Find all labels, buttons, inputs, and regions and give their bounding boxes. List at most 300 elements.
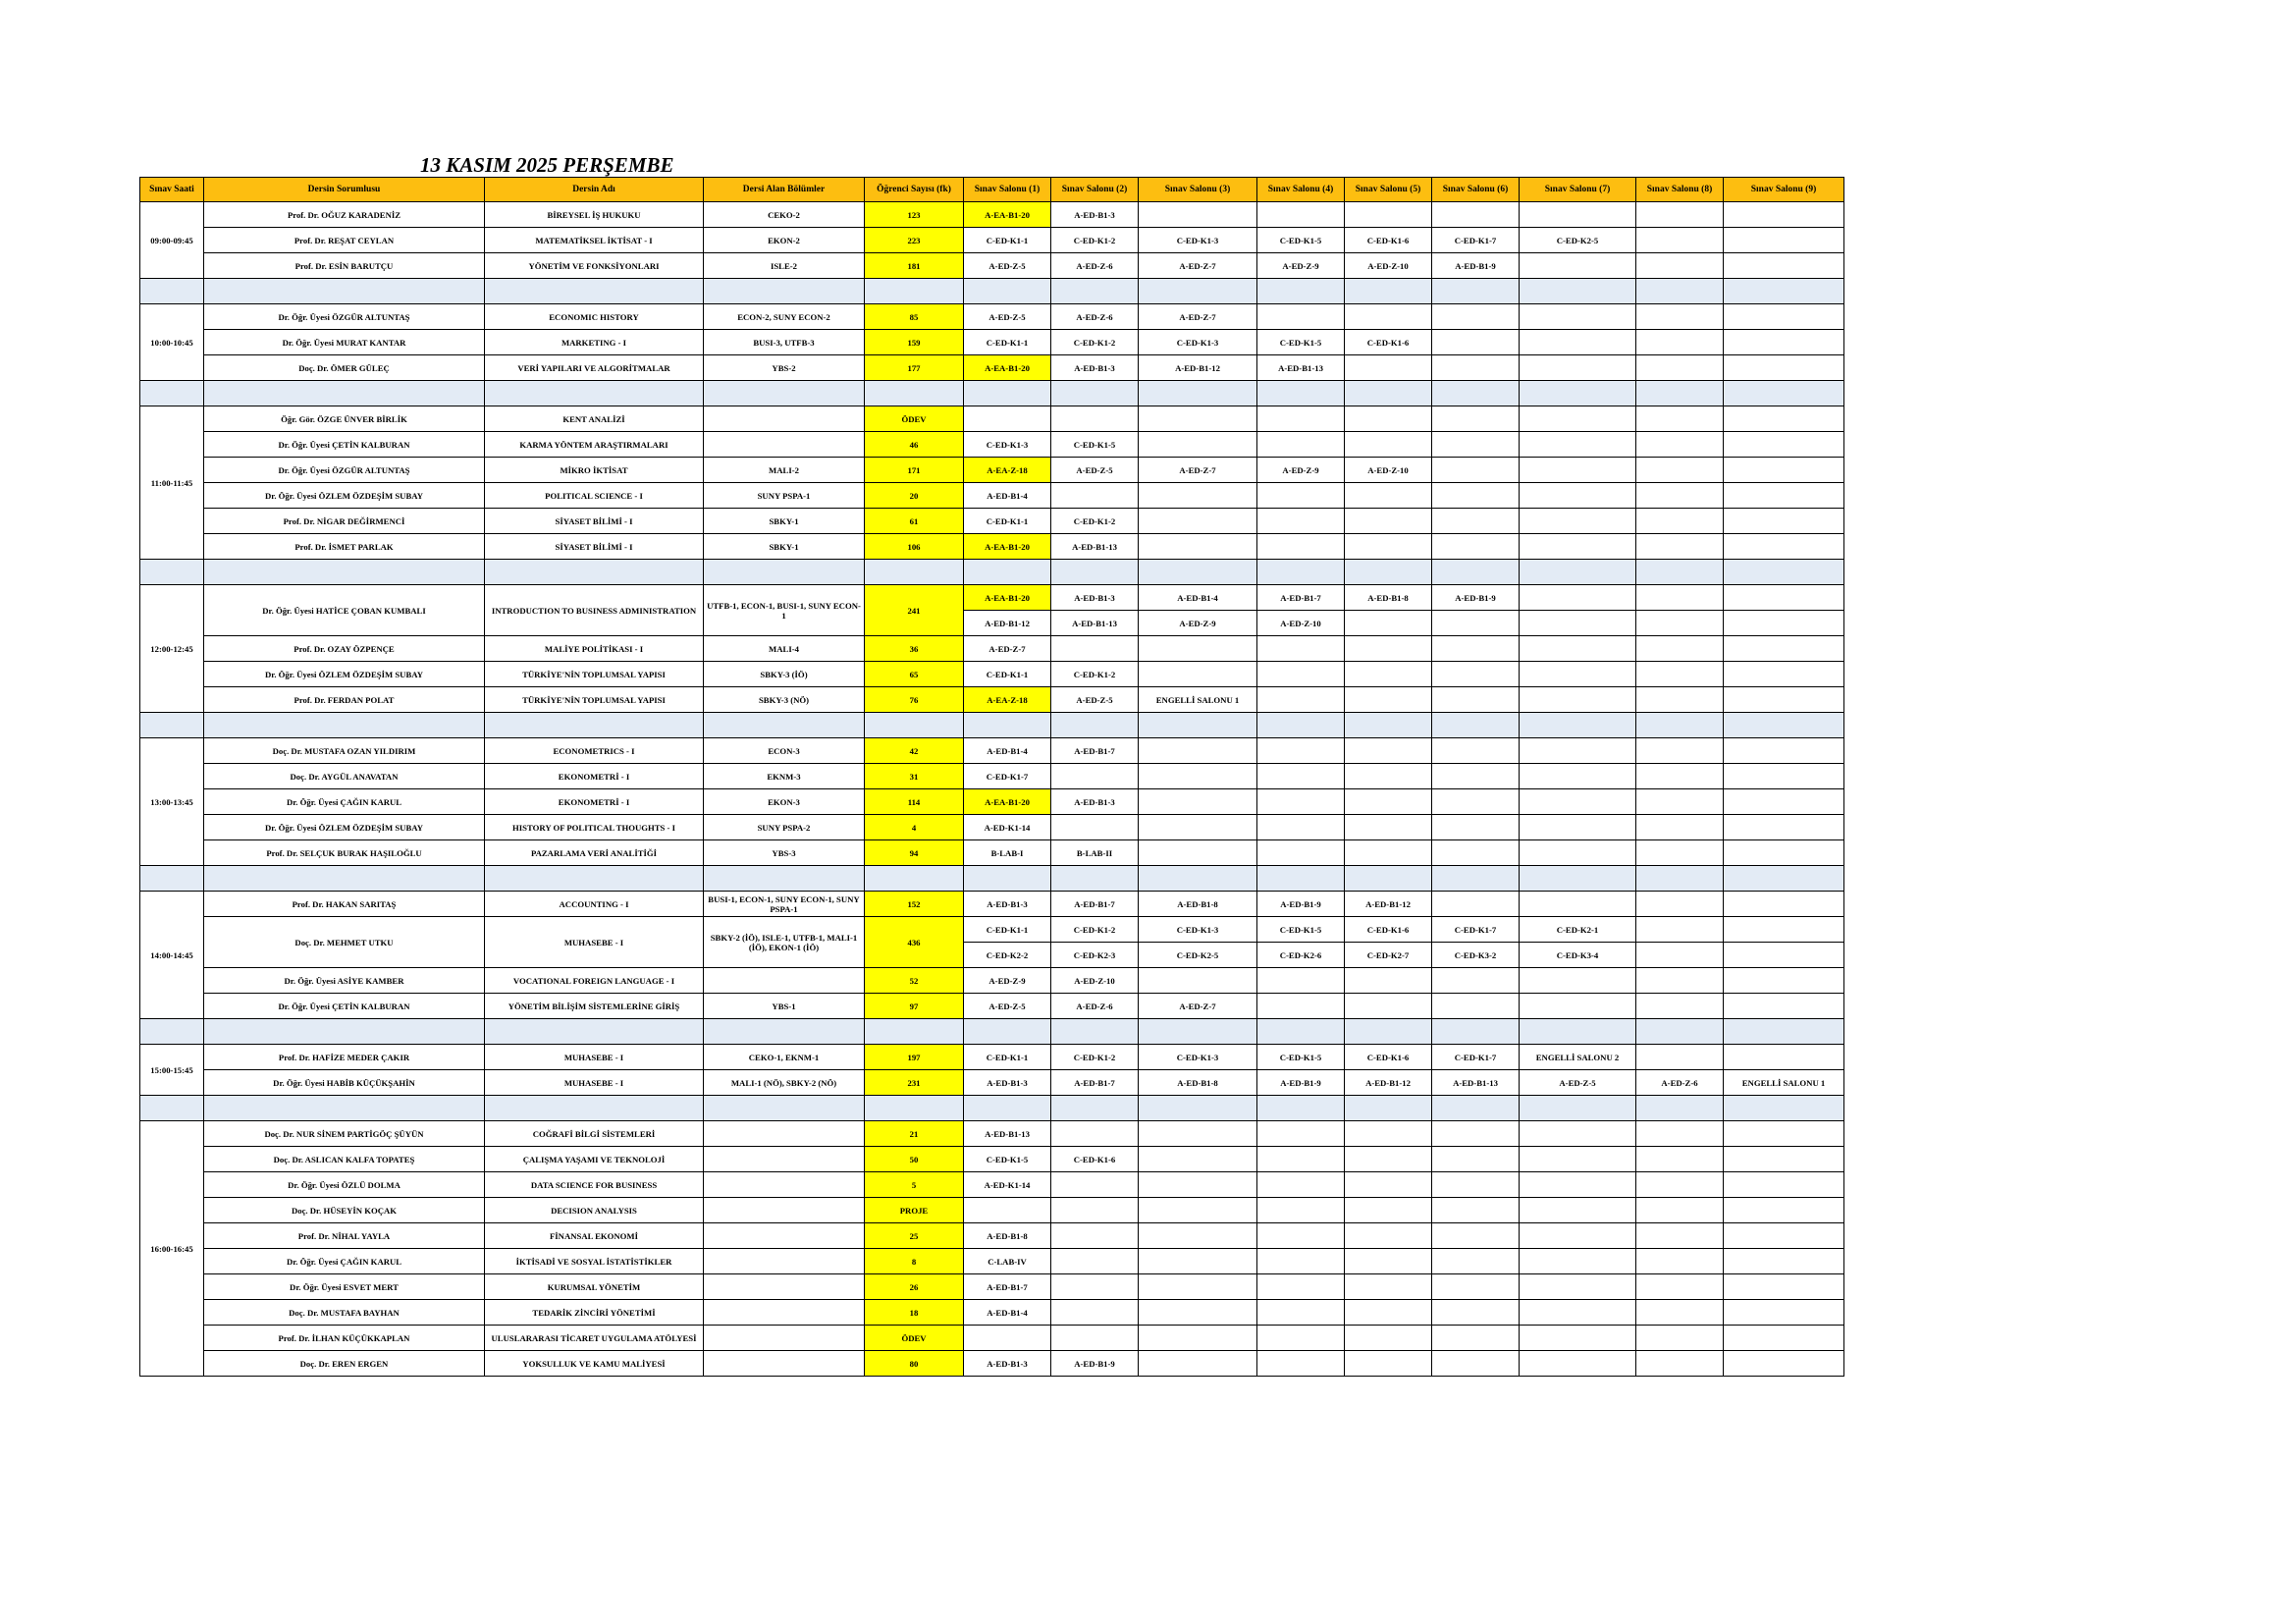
- separator-cell: [704, 560, 865, 585]
- exam-room-cell: C-ED-K1-7: [964, 764, 1051, 789]
- exam-room-cell: [1520, 687, 1636, 713]
- departments-cell: BUSI-3, UTFB-3: [704, 330, 865, 355]
- course-name-cell: MALİYE POLİTİKASI - I: [485, 636, 704, 662]
- exam-room-cell: [964, 406, 1051, 432]
- departments-cell: SBKY-1: [704, 509, 865, 534]
- exam-room-cell: [1520, 968, 1636, 994]
- separator-cell: [1636, 560, 1724, 585]
- student-count-cell: 46: [865, 432, 964, 458]
- header-cell: Sınav Salonu (3): [1139, 178, 1257, 202]
- separator-cell: [1139, 1096, 1257, 1121]
- separator-cell: [865, 1019, 964, 1045]
- exam-room-cell: [1345, 1274, 1432, 1300]
- exam-room-cell: C-ED-K1-7: [1432, 228, 1520, 253]
- student-count-cell: 61: [865, 509, 964, 534]
- separator-row: [140, 560, 1844, 585]
- separator-cell: [704, 279, 865, 304]
- exam-room-cell: [1636, 1249, 1724, 1274]
- exam-room-cell: [1636, 1147, 1724, 1172]
- separator-cell: [1432, 1096, 1520, 1121]
- separator-cell: [865, 713, 964, 738]
- exam-room-cell: C-ED-K3-4: [1520, 943, 1636, 968]
- course-name-cell: ACCOUNTING - I: [485, 892, 704, 917]
- exam-room-cell: C-ED-K1-1: [964, 662, 1051, 687]
- student-count-cell: 436: [865, 917, 964, 968]
- exam-room-cell: A-ED-B1-12: [1345, 892, 1432, 917]
- table-row: [140, 202, 1844, 228]
- exam-room-cell: [1724, 330, 1844, 355]
- course-name-cell: KARMA YÖNTEM ARAŞTIRMALARI: [485, 432, 704, 458]
- exam-room-cell: [1345, 611, 1432, 636]
- table-row: [140, 534, 1844, 560]
- exam-room-cell: C-ED-K2-1: [1520, 917, 1636, 943]
- separator-cell: [1724, 713, 1844, 738]
- exam-time-cell: 15:00-15:45: [140, 1045, 204, 1096]
- instructor-cell: Prof. Dr. REŞAT CEYLAN: [204, 228, 485, 253]
- student-count-cell: 97: [865, 994, 964, 1019]
- exam-room-cell: A-ED-Z-10: [1345, 253, 1432, 279]
- exam-room-cell: [964, 1326, 1051, 1351]
- header-cell: Sınav Salonu (8): [1636, 178, 1724, 202]
- separator-cell: [1520, 381, 1636, 406]
- exam-room-cell: C-ED-K1-6: [1051, 1147, 1139, 1172]
- exam-room-cell: [1257, 662, 1345, 687]
- exam-room-cell: A-ED-Z-5: [964, 994, 1051, 1019]
- exam-schedule-table: [139, 177, 1844, 1377]
- exam-room-cell: [1139, 968, 1257, 994]
- header-cell: Sınav Salonu (9): [1724, 178, 1844, 202]
- exam-room-cell: [1345, 968, 1432, 994]
- exam-room-cell: [1257, 1147, 1345, 1172]
- course-name-cell: VOCATIONAL FOREIGN LANGUAGE - I: [485, 968, 704, 994]
- exam-room-cell: C-ED-K1-5: [964, 1147, 1051, 1172]
- exam-room-cell: C-ED-K1-7: [1432, 917, 1520, 943]
- instructor-cell: Dr. Öğr. Üyesi HATİCE ÇOBAN KUMBALI: [204, 585, 485, 636]
- departments-cell: [704, 1274, 865, 1300]
- exam-room-cell: [1139, 789, 1257, 815]
- exam-room-cell: [1636, 1223, 1724, 1249]
- separator-row: [140, 279, 1844, 304]
- exam-room-cell: A-EA-B1-20: [964, 789, 1051, 815]
- exam-room-cell: [1345, 1147, 1432, 1172]
- exam-room-cell: A-ED-Z-7: [1139, 458, 1257, 483]
- instructor-cell: Dr. Öğr. Üyesi HABİB KÜÇÜKŞAHİN: [204, 1070, 485, 1096]
- course-name-cell: MİKRO İKTİSAT: [485, 458, 704, 483]
- exam-room-cell: [1432, 1274, 1520, 1300]
- student-count-cell: 4: [865, 815, 964, 840]
- table-row: [140, 917, 1844, 943]
- exam-room-cell: [1139, 1351, 1257, 1377]
- course-name-cell: DATA SCIENCE FOR BUSINESS: [485, 1172, 704, 1198]
- separator-cell: [1724, 279, 1844, 304]
- separator-row: [140, 381, 1844, 406]
- exam-room-cell: [1520, 509, 1636, 534]
- exam-room-cell: [1520, 483, 1636, 509]
- separator-cell: [1139, 279, 1257, 304]
- separator-cell: [1051, 1019, 1139, 1045]
- exam-room-cell: [1432, 1300, 1520, 1326]
- instructor-cell: Dr. Öğr. Üyesi ÖZLEM ÖZDEŞİM SUBAY: [204, 815, 485, 840]
- exam-room-cell: [1345, 432, 1432, 458]
- exam-room-cell: [1724, 585, 1844, 611]
- separator-cell: [1636, 866, 1724, 892]
- instructor-cell: Prof. Dr. FERDAN POLAT: [204, 687, 485, 713]
- separator-row: [140, 1019, 1844, 1045]
- separator-cell: [1051, 713, 1139, 738]
- separator-cell: [1139, 381, 1257, 406]
- exam-room-cell: [1636, 840, 1724, 866]
- course-name-cell: MARKETING - I: [485, 330, 704, 355]
- exam-room-cell: C-ED-K1-2: [1051, 1045, 1139, 1070]
- exam-room-cell: [1432, 534, 1520, 560]
- exam-room-cell: [1051, 1300, 1139, 1326]
- exam-room-cell: A-ED-K1-14: [964, 1172, 1051, 1198]
- exam-room-cell: [1139, 202, 1257, 228]
- exam-room-cell: [1520, 304, 1636, 330]
- header-cell: Öğrenci Sayısı (fk): [865, 178, 964, 202]
- separator-cell: [1345, 1019, 1432, 1045]
- exam-room-cell: [1636, 636, 1724, 662]
- separator-cell: [1432, 560, 1520, 585]
- exam-room-cell: [1724, 611, 1844, 636]
- departments-cell: [704, 1351, 865, 1377]
- separator-cell: [485, 1019, 704, 1045]
- separator-cell: [964, 279, 1051, 304]
- course-name-cell: PAZARLAMA VERİ ANALİTİĞİ: [485, 840, 704, 866]
- table-row: [140, 1172, 1844, 1198]
- separator-cell: [1432, 279, 1520, 304]
- exam-room-cell: [1432, 432, 1520, 458]
- exam-room-cell: [1345, 662, 1432, 687]
- exam-room-cell: [1636, 483, 1724, 509]
- exam-room-cell: ENGELLİ SALONU 1: [1139, 687, 1257, 713]
- departments-cell: YBS-2: [704, 355, 865, 381]
- instructor-cell: Doç. Dr. AYGÜL ANAVATAN: [204, 764, 485, 789]
- schedule-body: [140, 202, 1844, 1377]
- student-count-cell: 5: [865, 1172, 964, 1198]
- exam-room-cell: [1432, 840, 1520, 866]
- departments-cell: YBS-3: [704, 840, 865, 866]
- exam-room-cell: [1139, 1172, 1257, 1198]
- departments-cell: SBKY-1: [704, 534, 865, 560]
- separator-cell: [865, 1096, 964, 1121]
- exam-room-cell: [1724, 815, 1844, 840]
- exam-room-cell: [1636, 355, 1724, 381]
- separator-cell: [1520, 560, 1636, 585]
- separator-cell: [1139, 560, 1257, 585]
- student-count-cell: 18: [865, 1300, 964, 1326]
- exam-room-cell: [1257, 1326, 1345, 1351]
- exam-room-cell: [1636, 1300, 1724, 1326]
- separator-cell: [964, 560, 1051, 585]
- separator-cell: [1139, 1019, 1257, 1045]
- exam-room-cell: [1345, 1300, 1432, 1326]
- course-name-cell: TÜRKİYE'NİN TOPLUMSAL YAPISI: [485, 687, 704, 713]
- exam-room-cell: [1636, 1351, 1724, 1377]
- exam-room-cell: A-ED-Z-7: [1139, 994, 1257, 1019]
- separator-cell: [140, 279, 204, 304]
- header-row: [140, 178, 1844, 202]
- exam-room-cell: [1257, 483, 1345, 509]
- exam-room-cell: A-EA-Z-18: [964, 458, 1051, 483]
- student-count-cell: 231: [865, 1070, 964, 1096]
- table-row: [140, 432, 1844, 458]
- exam-room-cell: [1345, 202, 1432, 228]
- exam-room-cell: [1724, 202, 1844, 228]
- instructor-cell: Dr. Öğr. Üyesi ESVET MERT: [204, 1274, 485, 1300]
- exam-room-cell: C-ED-K1-3: [1139, 917, 1257, 943]
- course-name-cell: TÜRKİYE'NİN TOPLUMSAL YAPISI: [485, 662, 704, 687]
- departments-cell: ECON-3: [704, 738, 865, 764]
- separator-cell: [1520, 279, 1636, 304]
- exam-room-cell: [1636, 534, 1724, 560]
- course-name-cell: HISTORY OF POLITICAL THOUGHTS - I: [485, 815, 704, 840]
- departments-cell: MALI-2: [704, 458, 865, 483]
- exam-room-cell: A-ED-Z-5: [1520, 1070, 1636, 1096]
- separator-cell: [1345, 560, 1432, 585]
- exam-room-cell: [1345, 1351, 1432, 1377]
- exam-room-cell: A-ED-Z-10: [1345, 458, 1432, 483]
- table-row: [140, 304, 1844, 330]
- instructor-cell: Öğr. Gör. ÖZGE ÜNVER BİRLİK: [204, 406, 485, 432]
- exam-room-cell: A-ED-B1-8: [1139, 892, 1257, 917]
- exam-room-cell: [1520, 458, 1636, 483]
- table-row: [140, 228, 1844, 253]
- course-name-cell: POLITICAL SCIENCE - I: [485, 483, 704, 509]
- exam-room-cell: [1724, 483, 1844, 509]
- exam-room-cell: C-ED-K1-6: [1345, 330, 1432, 355]
- exam-room-cell: [1724, 1121, 1844, 1147]
- exam-room-cell: [1432, 509, 1520, 534]
- header-cell: Sınav Salonu (4): [1257, 178, 1345, 202]
- exam-room-cell: [1520, 534, 1636, 560]
- exam-room-cell: A-ED-B1-12: [1139, 355, 1257, 381]
- separator-cell: [204, 1096, 485, 1121]
- exam-room-cell: C-ED-K3-2: [1432, 943, 1520, 968]
- exam-room-cell: C-ED-K1-2: [1051, 917, 1139, 943]
- course-name-cell: SİYASET BİLİMİ - I: [485, 534, 704, 560]
- exam-room-cell: [1636, 509, 1724, 534]
- instructor-cell: Prof. Dr. OZAY ÖZPENÇE: [204, 636, 485, 662]
- exam-room-cell: A-ED-B1-12: [964, 611, 1051, 636]
- exam-room-cell: [1345, 304, 1432, 330]
- exam-room-cell: [1345, 789, 1432, 815]
- exam-room-cell: A-ED-B1-13: [1257, 355, 1345, 381]
- exam-room-cell: [1139, 483, 1257, 509]
- exam-room-cell: A-ED-B1-7: [1257, 585, 1345, 611]
- table-row: [140, 636, 1844, 662]
- student-count-cell: 31: [865, 764, 964, 789]
- departments-cell: SUNY PSPA-2: [704, 815, 865, 840]
- separator-cell: [704, 713, 865, 738]
- separator-cell: [964, 866, 1051, 892]
- exam-room-cell: C-ED-K2-3: [1051, 943, 1139, 968]
- exam-room-cell: [1051, 1198, 1139, 1223]
- separator-cell: [204, 560, 485, 585]
- table-row: [140, 1300, 1844, 1326]
- exam-room-cell: [1051, 815, 1139, 840]
- exam-room-cell: A-ED-B1-4: [1139, 585, 1257, 611]
- instructor-cell: Dr. Öğr. Üyesi ÇAĞIN KARUL: [204, 789, 485, 815]
- exam-room-cell: A-ED-B1-7: [964, 1274, 1051, 1300]
- exam-room-cell: C-ED-K1-3: [1139, 228, 1257, 253]
- exam-room-cell: A-ED-B1-9: [1051, 1351, 1139, 1377]
- exam-room-cell: [1724, 892, 1844, 917]
- exam-room-cell: [1520, 1326, 1636, 1351]
- exam-room-cell: [1636, 1198, 1724, 1223]
- exam-room-cell: [1432, 1223, 1520, 1249]
- header-cell: Sınav Salonu (1): [964, 178, 1051, 202]
- exam-room-cell: C-ED-K2-5: [1520, 228, 1636, 253]
- exam-room-cell: [1636, 304, 1724, 330]
- exam-room-cell: C-ED-K1-2: [1051, 228, 1139, 253]
- student-count-cell: 50: [865, 1147, 964, 1172]
- exam-room-cell: [1636, 585, 1724, 611]
- exam-room-cell: [1345, 815, 1432, 840]
- exam-room-cell: [1520, 330, 1636, 355]
- student-count-cell: 65: [865, 662, 964, 687]
- table-row: [140, 815, 1844, 840]
- student-count-cell: 241: [865, 585, 964, 636]
- exam-room-cell: [1051, 1121, 1139, 1147]
- course-name-cell: ULUSLARARASI TİCARET UYGULAMA ATÖLYESİ: [485, 1326, 704, 1351]
- exam-room-cell: A-ED-B1-13: [1051, 611, 1139, 636]
- exam-room-cell: C-ED-K1-1: [964, 228, 1051, 253]
- exam-room-cell: [1257, 789, 1345, 815]
- separator-cell: [1257, 1096, 1345, 1121]
- exam-room-cell: [1520, 1172, 1636, 1198]
- exam-room-cell: [1724, 304, 1844, 330]
- exam-room-cell: A-ED-B1-3: [1051, 202, 1139, 228]
- exam-room-cell: [1724, 1172, 1844, 1198]
- exam-room-cell: C-ED-K1-5: [1257, 228, 1345, 253]
- table-row: [140, 1121, 1844, 1147]
- exam-room-cell: A-EA-B1-20: [964, 202, 1051, 228]
- instructor-cell: Dr. Öğr. Üyesi ÖZLEM ÖZDEŞİM SUBAY: [204, 483, 485, 509]
- exam-room-cell: [1636, 228, 1724, 253]
- separator-cell: [1345, 713, 1432, 738]
- separator-cell: [140, 713, 204, 738]
- exam-room-cell: [1051, 406, 1139, 432]
- exam-room-cell: A-ED-Z-9: [1139, 611, 1257, 636]
- separator-cell: [1051, 1096, 1139, 1121]
- exam-room-cell: A-ED-B1-3: [1051, 585, 1139, 611]
- exam-room-cell: A-ED-B1-13: [1051, 534, 1139, 560]
- instructor-cell: Dr. Öğr. Üyesi ÇAĞIN KARUL: [204, 1249, 485, 1274]
- exam-room-cell: [1432, 1326, 1520, 1351]
- exam-room-cell: [1257, 764, 1345, 789]
- exam-room-cell: [1139, 636, 1257, 662]
- separator-cell: [204, 713, 485, 738]
- course-name-cell: DECISION ANALYSIS: [485, 1198, 704, 1223]
- table-row: [140, 1223, 1844, 1249]
- instructor-cell: Doç. Dr. MEHMET UTKU: [204, 917, 485, 968]
- exam-room-cell: [1520, 1249, 1636, 1274]
- exam-room-cell: B-LAB-I: [964, 840, 1051, 866]
- instructor-cell: Prof. Dr. İLHAN KÜÇÜKKAPLAN: [204, 1326, 485, 1351]
- exam-room-cell: A-ED-Z-7: [1139, 304, 1257, 330]
- exam-room-cell: C-ED-K1-1: [964, 509, 1051, 534]
- exam-room-cell: C-ED-K1-5: [1257, 1045, 1345, 1070]
- separator-cell: [1724, 1096, 1844, 1121]
- exam-room-cell: [1345, 994, 1432, 1019]
- exam-room-cell: [1432, 636, 1520, 662]
- exam-room-cell: C-ED-K1-5: [1051, 432, 1139, 458]
- exam-room-cell: [1257, 840, 1345, 866]
- table-row: [140, 1249, 1844, 1274]
- student-count-cell: 152: [865, 892, 964, 917]
- instructor-cell: Prof. Dr. NİGAR DEĞİRMENCİ: [204, 509, 485, 534]
- instructor-cell: Doç. Dr. EREN ERGEN: [204, 1351, 485, 1377]
- separator-cell: [140, 560, 204, 585]
- exam-room-cell: [1636, 892, 1724, 917]
- exam-room-cell: [1724, 406, 1844, 432]
- exam-room-cell: [1345, 1223, 1432, 1249]
- exam-room-cell: A-ED-Z-6: [1636, 1070, 1724, 1096]
- exam-room-cell: [1520, 1121, 1636, 1147]
- separator-cell: [1724, 381, 1844, 406]
- student-count-cell: 159: [865, 330, 964, 355]
- instructor-cell: Prof. Dr. HAFİZE MEDER ÇAKIR: [204, 1045, 485, 1070]
- page-title: 13 KASIM 2025 PERŞEMBE: [420, 153, 674, 177]
- exam-room-cell: [1520, 355, 1636, 381]
- exam-room-cell: [1051, 483, 1139, 509]
- exam-room-cell: [1724, 1274, 1844, 1300]
- exam-room-cell: A-ED-B1-12: [1345, 1070, 1432, 1096]
- exam-room-cell: [1051, 764, 1139, 789]
- exam-room-cell: [1636, 1045, 1724, 1070]
- exam-room-cell: [1257, 968, 1345, 994]
- exam-room-cell: [1636, 738, 1724, 764]
- exam-room-cell: [1724, 534, 1844, 560]
- exam-room-cell: [1636, 611, 1724, 636]
- exam-room-cell: A-EA-B1-20: [964, 534, 1051, 560]
- separator-cell: [865, 381, 964, 406]
- exam-room-cell: [1139, 1198, 1257, 1223]
- exam-room-cell: [1432, 1147, 1520, 1172]
- departments-cell: EKON-2: [704, 228, 865, 253]
- exam-room-cell: [1257, 509, 1345, 534]
- separator-cell: [865, 560, 964, 585]
- exam-room-cell: [1345, 738, 1432, 764]
- exam-room-cell: A-ED-Z-7: [1139, 253, 1257, 279]
- exam-room-cell: [1432, 406, 1520, 432]
- separator-cell: [1257, 381, 1345, 406]
- separator-cell: [704, 866, 865, 892]
- separator-cell: [1345, 381, 1432, 406]
- separator-cell: [1520, 1096, 1636, 1121]
- exam-room-cell: [1432, 202, 1520, 228]
- separator-cell: [204, 1019, 485, 1045]
- student-count-cell: PROJE: [865, 1198, 964, 1223]
- exam-room-cell: [1051, 1326, 1139, 1351]
- table-row: [140, 458, 1844, 483]
- exam-room-cell: [1724, 458, 1844, 483]
- separator-cell: [1724, 560, 1844, 585]
- exam-room-cell: [1257, 1223, 1345, 1249]
- exam-room-cell: [1257, 738, 1345, 764]
- exam-room-cell: [1139, 534, 1257, 560]
- exam-room-cell: [1724, 228, 1844, 253]
- instructor-cell: Prof. Dr. OĞUZ KARADENİZ: [204, 202, 485, 228]
- exam-room-cell: [1520, 611, 1636, 636]
- header-cell: Dersi Alan Bölümler: [704, 178, 865, 202]
- exam-room-cell: [1345, 509, 1432, 534]
- course-name-cell: INTRODUCTION TO BUSINESS ADMINISTRATION: [485, 585, 704, 636]
- exam-room-cell: [1257, 994, 1345, 1019]
- instructor-cell: Prof. Dr. SELÇUK BURAK HAŞILOĞLU: [204, 840, 485, 866]
- exam-room-cell: [1520, 253, 1636, 279]
